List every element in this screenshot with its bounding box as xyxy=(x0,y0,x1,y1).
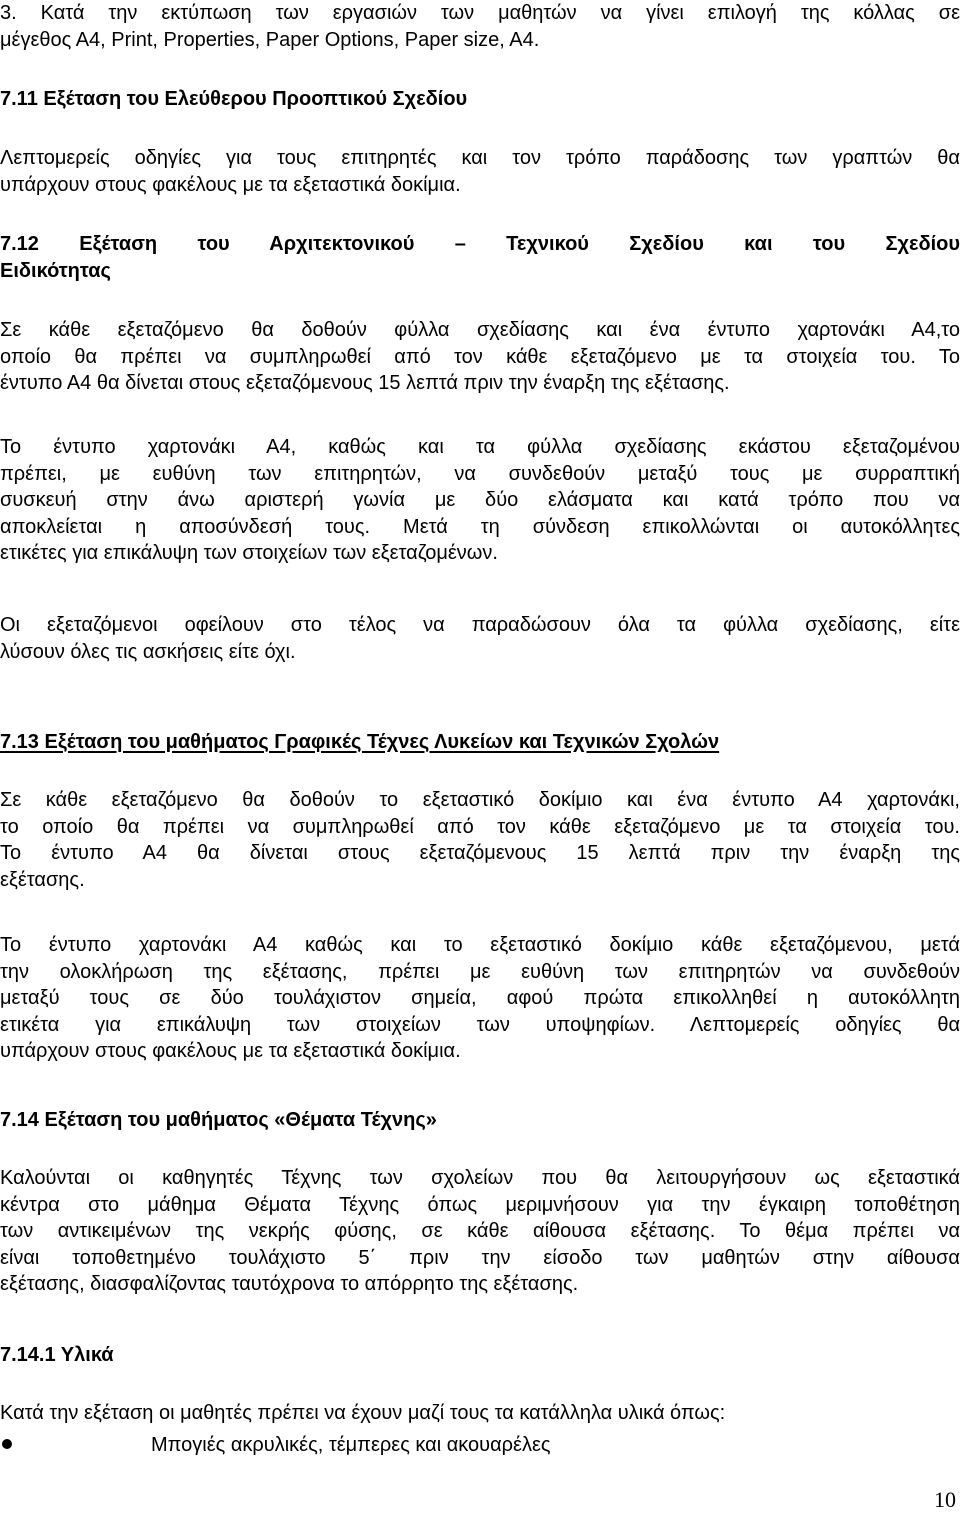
heading-text: 7.14 Εξέταση του μαθήματος «Θέματα Τέχνης» xyxy=(0,1109,437,1131)
text-line: μέγεθος Α4, Print, Properties, Paper Options, Paper size, A4. xyxy=(0,28,540,51)
text-line: Λεπτομερείς οδηγίες για τους επιτηρητές και τον τρόπο παράδοσης των γραπτών θα xyxy=(0,147,960,169)
heading-text: 7.11 Εξέταση του Ελεύθερου Προοπτικού Σχεδίου xyxy=(0,88,468,110)
bullet-icon xyxy=(2,1439,12,1449)
heading-line: Ειδικότητας xyxy=(0,259,111,282)
text-line: ετικέτα για επικάλυψη των στοιχείων των υποψηφίων. Λεπτομερείς οδηγίες θα xyxy=(0,1013,960,1036)
text-line: Κατά την εξέταση οι μαθητές πρέπει να έχουν μαζί τους τα κατάλληλα υλικά όπως: xyxy=(0,1402,726,1424)
section-heading-7-14 xyxy=(0,1107,960,1134)
text-line: αποκλείεται η αποσύνδεσή τους. Μετά τη σύνδεση επικολλώνται οι αυτοκόλλητες xyxy=(0,515,960,538)
page-number: 10 xyxy=(934,1487,956,1512)
text-line: ετικέτες για επικάλυψη των στοιχείων των εξεταζομένων. xyxy=(0,542,498,564)
text-line: το οποίο θα πρέπει να συμπληρωθεί από τον κάθε εξεταζόμενο με τα στοιχεία του. xyxy=(0,815,960,838)
paragraph xyxy=(0,932,960,1065)
paragraph xyxy=(0,787,960,893)
paragraph xyxy=(0,1165,960,1298)
text-line: εξέτασης, διασφαλίζοντας ταυτόχρονα το απόρρητο της εξέτασης. xyxy=(0,1273,579,1295)
paragraph xyxy=(0,1400,960,1427)
text-line: είναι τοποθετημένο τουλάχιστο 5΄ πριν την είσοδο των μαθητών στην αίθουσα xyxy=(0,1246,960,1269)
text-line: των αντικειμένων της νεκρής φύσης, σε κάθε αίθουσα εξέτασης. Το θέμα πρέπει να xyxy=(0,1220,960,1242)
text-line: συσκευή στην άνω αριστερή γωνία με δύο ελάσματα και κατά τρόπο που να xyxy=(0,489,960,511)
text-line: λύσουν όλες τις ασκήσεις είτε όχι. xyxy=(0,640,296,663)
paragraph xyxy=(0,434,960,567)
section-heading-7-14-1 xyxy=(0,1342,960,1369)
text-line: Το έντυπο χαρτονάκι Α4, καθώς και τα φύλλα σχεδίασης εκάστου εξεταζομένου xyxy=(0,436,960,458)
paragraph xyxy=(0,317,960,397)
section-heading-7-11 xyxy=(0,86,960,113)
text-line: Καλούνται οι καθηγητές Τέχνης των σχολείων που θα λειτουργήσουν ως εξεταστικά xyxy=(0,1167,960,1189)
text-line: οποίο θα πρέπει να συμπληρωθεί από τον κάθε εξεταζόμενο με τα στοιχεία του. Το xyxy=(0,345,960,368)
text-line: εξέτασης. xyxy=(0,868,85,891)
text-line: έντυπο Α4 θα δίνεται στους εξεταζόμενους 15 λεπτά πριν την έναρξη της εξέτασης. xyxy=(0,372,730,394)
list-item-3 xyxy=(0,0,960,53)
text-line: Το έντυπο χαρτονάκι Α4 καθώς και το εξεταστικό δοκίμιο κάθε εξεταζόμενου, μετά xyxy=(0,934,960,956)
text-line: Το έντυπο Α4 θα δίνεται στους εξεταζόμενους 15 λεπτά πριν την έναρξη της xyxy=(0,842,960,864)
section-heading-7-12 xyxy=(0,231,960,284)
text-line: Οι εξεταζόμενοι οφείλουν στο τέλος να παραδώσουν όλα τα φύλλα σχεδίασης, είτε xyxy=(0,614,960,636)
text-line: μεταξύ τους σε δύο τουλάχιστον σημεία, αφού πρώτα επικολληθεί η αυτοκόλλητη xyxy=(0,987,960,1009)
heading-line: 7.12 Εξέταση του Αρχιτεκτονικού – Τεχνικού Σχεδίου και του Σχεδίου xyxy=(0,233,960,255)
text-line: την ολοκλήρωση της εξέτασης, πρέπει με ευθύνη των επιτηρητών να συνδεθούν xyxy=(0,960,960,983)
text-line: υπάρχουν στους φακέλους με τα εξεταστικά δοκίμια. xyxy=(0,173,461,196)
text-line: υπάρχουν στους φακέλους με τα εξεταστικά δοκίμια. xyxy=(0,1040,461,1062)
heading-text: 7.14.1 Υλικά xyxy=(0,1344,114,1366)
text-line: πρέπει, με ευθύνη των επιτηρητών, να συνδεθούν μεταξύ τους με συρραπτική xyxy=(0,462,960,485)
text-line: Σε κάθε εξεταζόμενο θα δοθούν φύλλα σχεδίασης και ένα έντυπο χαρτονάκι Α4,το xyxy=(0,319,960,341)
text-line: Σε κάθε εξεταζόμενο θα δοθούν το εξεταστικό δοκίμιο και ένα έντυπο Α4 χαρτονάκι, xyxy=(0,789,960,811)
paragraph xyxy=(0,145,960,198)
section-heading-7-13 xyxy=(0,729,960,756)
list-item-text: Μπογιές ακρυλικές, τέμπερες και ακουαρέλες xyxy=(151,1434,551,1456)
text-line: 3. Κατά την εκτύπωση των εργασιών των μαθητών να γίνει επιλογή της κόλλας σε xyxy=(0,2,960,24)
text-line: κέντρα στο μάθημα Θέματα Τέχνης όπως μεριμνήσουν για την έγκαιρη τοποθέτηση xyxy=(0,1193,960,1216)
paragraph xyxy=(0,612,960,665)
heading-text: 7.13 Εξέταση του μαθήματος Γραφικές Τέχνες Λυκείων και Τεχνικών Σχολών xyxy=(0,731,720,753)
